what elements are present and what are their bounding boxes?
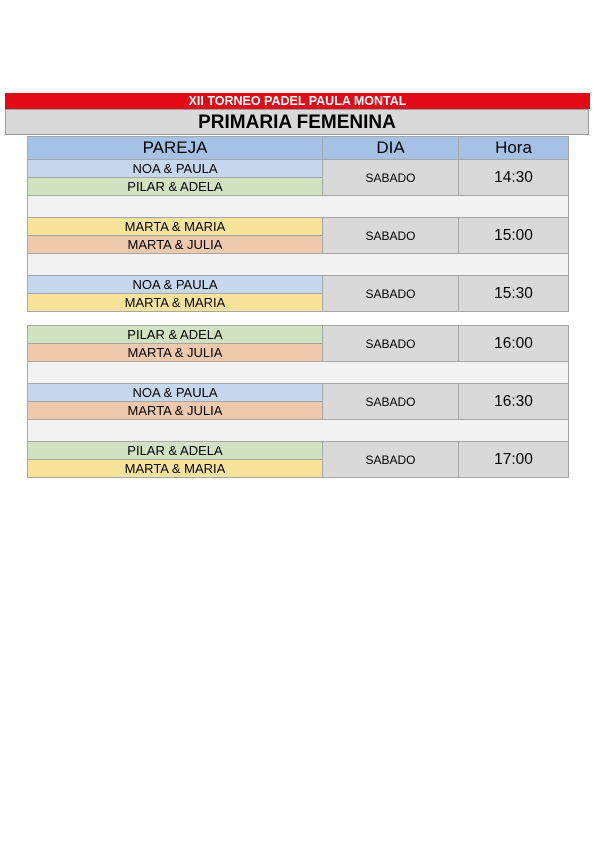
match-row <box>28 326 569 344</box>
pair-cell: NOA & PAULA <box>28 160 323 178</box>
time-cell: 14:30 <box>459 160 569 196</box>
pair-cell: MARTA & JULIA <box>28 402 323 420</box>
day-cell: SABADO <box>323 384 459 420</box>
day-cell: SABADO <box>323 276 459 312</box>
separator-row <box>28 362 569 384</box>
match-row <box>28 218 569 236</box>
tournament-title: XII TORNEO PADEL PAULA MONTAL <box>5 93 590 109</box>
pair-cell: NOA & PAULA <box>28 384 323 402</box>
day-cell: SABADO <box>323 218 459 254</box>
header-dia: DIA <box>323 137 459 160</box>
match-row <box>28 160 569 178</box>
pair-cell: NOA & PAULA <box>28 276 323 294</box>
pair-cell: PILAR & ADELA <box>28 178 323 196</box>
pair-cell: MARTA & JULIA <box>28 344 323 362</box>
pair-cell: MARTA & MARIA <box>28 460 323 478</box>
gap-row <box>28 312 569 326</box>
time-cell: 16:00 <box>459 326 569 362</box>
pair-cell: PILAR & ADELA <box>28 326 323 344</box>
separator-row <box>28 196 569 218</box>
time-cell: 16:30 <box>459 384 569 420</box>
day-cell: SABADO <box>323 326 459 362</box>
day-cell: SABADO <box>323 442 459 478</box>
header-row <box>28 137 569 160</box>
pair-cell: MARTA & MARIA <box>28 218 323 236</box>
match-row <box>28 384 569 402</box>
time-cell: 15:30 <box>459 276 569 312</box>
pair-cell: MARTA & JULIA <box>28 236 323 254</box>
time-cell: 15:00 <box>459 218 569 254</box>
match-row <box>28 442 569 460</box>
header-pareja: PAREJA <box>28 137 323 160</box>
day-cell: SABADO <box>323 160 459 196</box>
match-row <box>28 276 569 294</box>
header-hora: Hora <box>459 137 569 160</box>
separator-row <box>28 420 569 442</box>
separator-row <box>28 254 569 276</box>
pair-cell: PILAR & ADELA <box>28 442 323 460</box>
schedule-table <box>27 136 569 478</box>
pair-cell: MARTA & MARIA <box>28 294 323 312</box>
time-cell: 17:00 <box>459 442 569 478</box>
category-title: PRIMARIA FEMENINA <box>5 109 589 135</box>
